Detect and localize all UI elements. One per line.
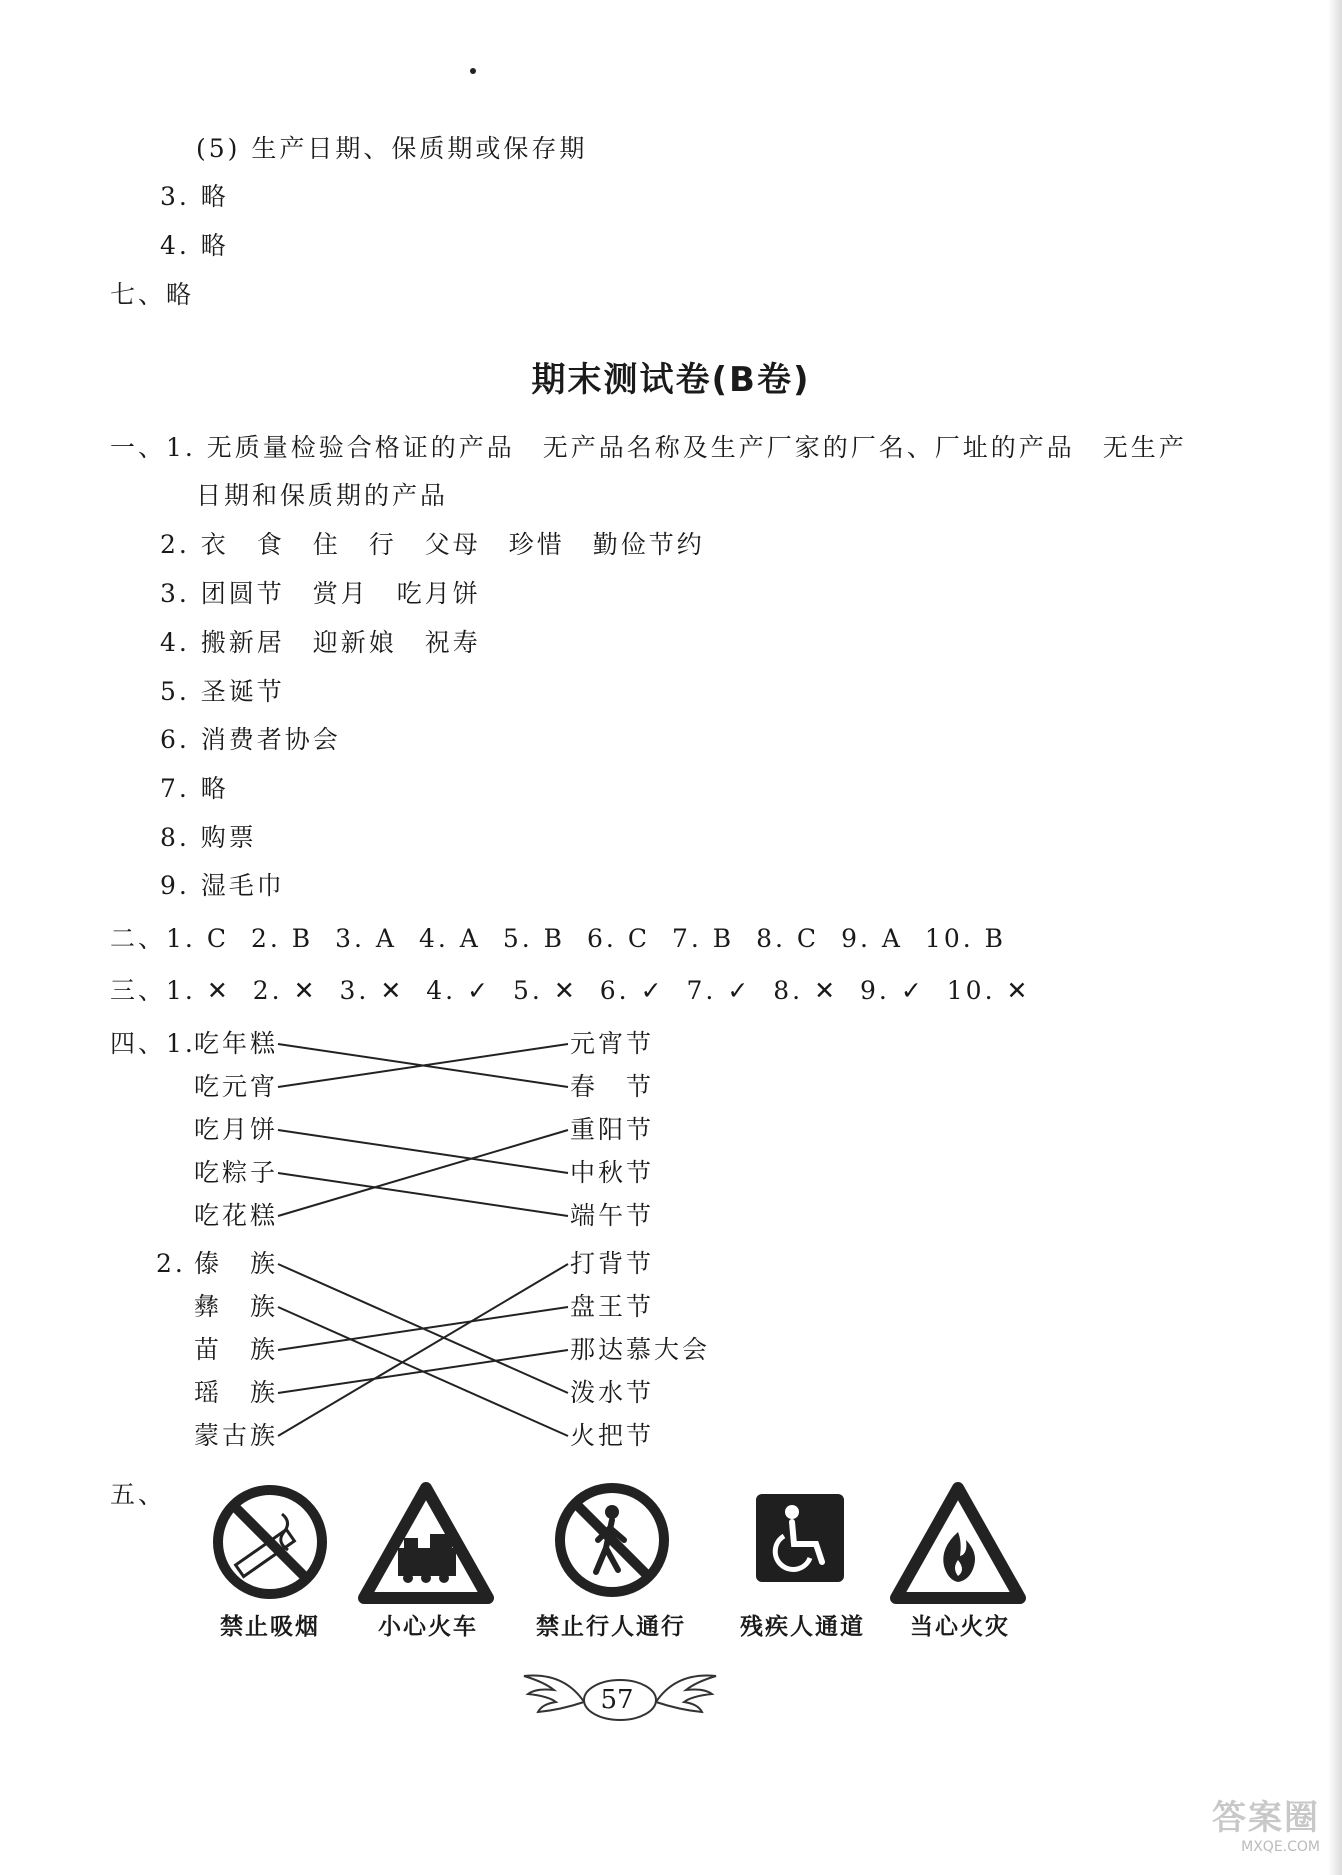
match1-left-3: 吃月饼 — [194, 1115, 279, 1144]
answer-line-5: (5) 生产日期、保质期或保存期 — [196, 134, 588, 163]
answer-3-3: 3. ✕ — [339, 976, 405, 1005]
match2-right-1: 打背节 — [570, 1249, 655, 1278]
section1-q1-line1: 一、1. 无质量检验合格证的产品 无产品名称及生产厂家的厂名、厂址的产品 无生产 — [110, 433, 1187, 462]
answer-2-6: 6. C — [587, 924, 650, 953]
wheelchair-icon — [754, 1492, 846, 1584]
answer-3-8: 8. ✕ — [773, 976, 839, 1005]
answer-2-7: 7. B — [671, 924, 735, 953]
answer-3-6: 6. ✓ — [599, 976, 665, 1005]
sign-caption-2: 小心火车 — [378, 1614, 478, 1640]
section1-q1-line2: 日期和保质期的产品 — [196, 481, 449, 510]
train-warning-icon — [358, 1482, 494, 1604]
match2-right-5: 火把节 — [570, 1421, 655, 1450]
match2-left-2: 彝 族 — [194, 1292, 279, 1321]
match2-left-3: 苗 族 — [194, 1335, 279, 1364]
answer-3-1: 1. ✕ — [166, 976, 231, 1005]
match1-right-2: 春 节 — [570, 1072, 655, 1101]
match-line — [278, 1350, 568, 1393]
match1-left-4: 吃粽子 — [194, 1158, 279, 1187]
answer-2-8: 8. C — [756, 924, 820, 953]
match2-left-4: 瑶 族 — [194, 1378, 279, 1407]
answer-3-9: 9. ✓ — [860, 976, 925, 1005]
section1-q4: 4. 搬新居 迎新娘 祝寿 — [160, 628, 481, 657]
no-smoking-icon — [212, 1484, 328, 1600]
match2-left-1: 傣 族 — [194, 1249, 279, 1278]
sign-caption-3: 禁止行人通行 — [536, 1614, 686, 1640]
match2-right-3: 那达慕大会 — [570, 1335, 711, 1364]
section3-prefix: 三、 — [110, 976, 167, 1005]
match1-right-3: 重阳节 — [570, 1115, 655, 1144]
fire-warning-icon — [890, 1482, 1026, 1604]
watermark-logo — [1212, 1790, 1320, 1855]
section5-prefix: 五、 — [110, 1480, 167, 1509]
match1-left-5: 吃花糕 — [194, 1201, 279, 1230]
match2-right-2: 盘王节 — [570, 1292, 655, 1321]
section2-prefix: 二、 — [110, 924, 167, 953]
answer-2-5: 5. B — [502, 924, 566, 953]
no-pedestrian-icon — [554, 1482, 670, 1598]
match-line — [278, 1307, 568, 1350]
watermark-url: MXQE.COM — [1241, 1839, 1320, 1855]
section1-q6: 6. 消费者协会 — [160, 725, 341, 754]
answer-2-1: 1. C — [166, 924, 229, 953]
match1-left-1: 吃年糕 — [194, 1029, 279, 1058]
section4-prefix: 四、1. — [110, 1029, 196, 1058]
answer-2-3: 3. A — [335, 924, 397, 953]
section2-answers — [110, 924, 1028, 954]
match-line — [278, 1307, 568, 1436]
match1-left-2: 吃元宵 — [194, 1072, 279, 1101]
section1-q2: 2. 衣 食 住 行 父母 珍惜 勤俭节约 — [160, 530, 705, 559]
sign-caption-5: 当心火灾 — [910, 1614, 1010, 1640]
section3-answers — [110, 976, 1052, 1006]
answer-3-10: 10. ✕ — [946, 976, 1031, 1005]
match-line — [278, 1264, 568, 1393]
match-line — [278, 1173, 568, 1216]
answer-3-7: 7. ✓ — [686, 976, 752, 1005]
section1-q5: 5. 圣诞节 — [160, 677, 285, 706]
sign-caption-4: 残疾人通道 — [740, 1614, 865, 1640]
answer-item-4: 4. 略 — [160, 231, 229, 260]
match-line — [278, 1130, 568, 1173]
match1-right-4: 中秋节 — [570, 1158, 655, 1187]
page-edge-shadow — [1328, 0, 1342, 1875]
match-line — [278, 1130, 568, 1216]
match-line — [278, 1044, 568, 1087]
answer-3-2: 2. ✕ — [252, 976, 318, 1005]
match2-left-5: 蒙古族 — [194, 1421, 279, 1450]
section-7: 七、略 — [110, 280, 195, 309]
page-number: 57 — [600, 1685, 634, 1715]
section1-q8: 8. 购票 — [160, 823, 257, 852]
match-line — [278, 1264, 568, 1436]
answer-2-9: 9. A — [841, 924, 903, 953]
section1-q3: 3. 团圆节 赏月 吃月饼 — [160, 579, 481, 608]
section1-q9: 9. 湿毛巾 — [160, 871, 285, 900]
match1-right-5: 端午节 — [570, 1201, 655, 1230]
answer-item-3: 3. 略 — [160, 182, 229, 211]
answer-3-5: 5. ✕ — [513, 976, 578, 1005]
answer-2-2: 2. B — [250, 924, 314, 953]
page-number-badge — [520, 1662, 720, 1742]
page-title: 期末测试卷(B卷) — [531, 360, 811, 400]
match-line — [278, 1044, 568, 1087]
answer-3-4: 4. ✓ — [426, 976, 492, 1005]
watermark-title: 答案圈 — [1212, 1798, 1320, 1838]
section1-q7: 7. 略 — [160, 774, 229, 803]
answer-2-10: 10. B — [924, 924, 1006, 953]
section4-q2-prefix: 2. — [156, 1249, 186, 1278]
sign-caption-1: 禁止吸烟 — [220, 1614, 320, 1640]
speck-mark — [470, 68, 476, 74]
answer-2-4: 4. A — [418, 924, 481, 953]
match1-right-1: 元宵节 — [570, 1029, 655, 1058]
match2-right-4: 泼水节 — [570, 1378, 655, 1407]
